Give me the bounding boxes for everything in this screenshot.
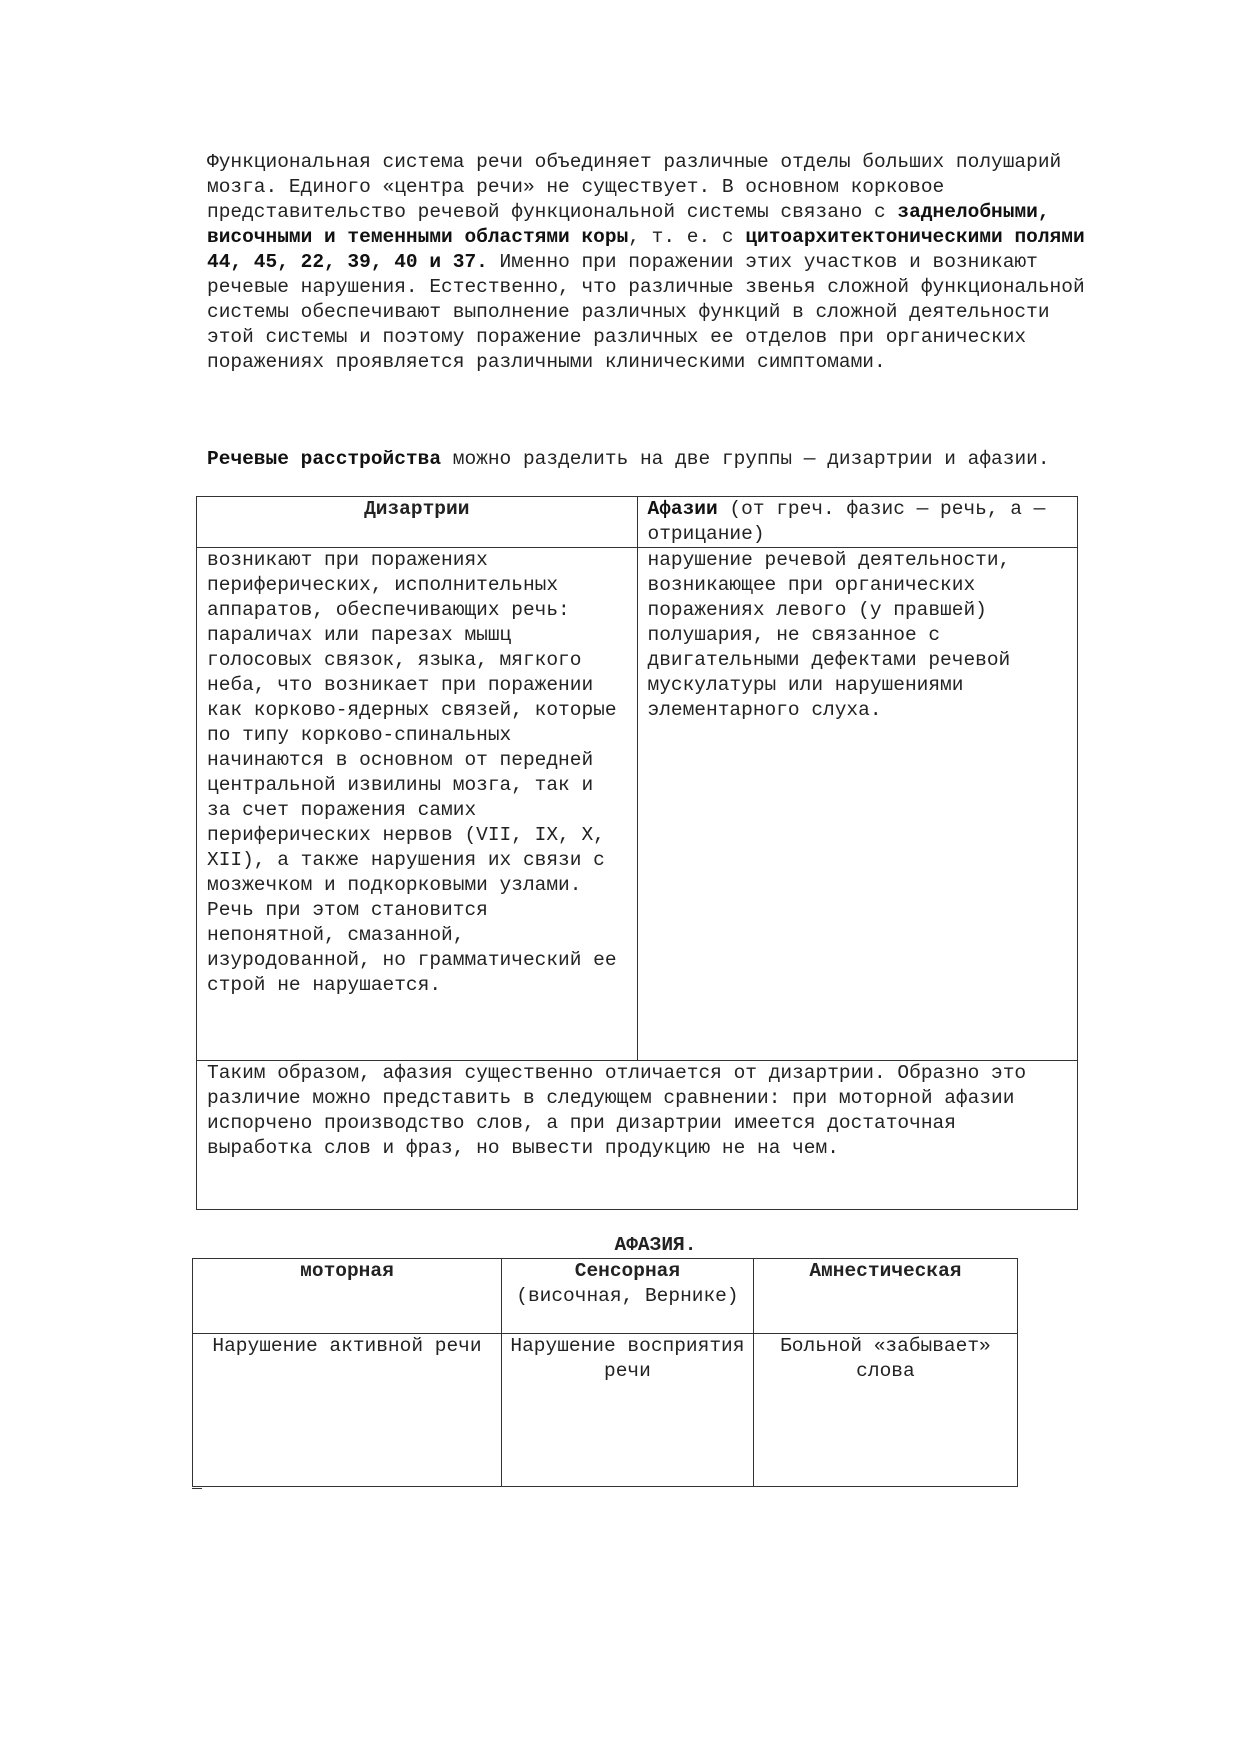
aphasia-description: нарушение речевой деятельности, возникающее при органических поражениях левого (у правшей) полушария, не связанное с двигательными дефектами речевой мускулатуры или нарушениями элементарного слуха. <box>637 548 1078 1061</box>
aphasia-header <box>637 497 1078 548</box>
aphasia-types-body-row <box>193 1334 1018 1487</box>
intro-paragraph <box>207 150 1087 375</box>
amnestic-header: Амнестическая <box>753 1259 1017 1334</box>
comparison-header-row <box>197 497 1078 548</box>
sensory-header-cell <box>501 1259 753 1334</box>
sensory-header: Сенсорная <box>574 1260 681 1282</box>
motor-description: Нарушение активной речи <box>193 1334 502 1487</box>
comparison-body-row <box>197 548 1078 1061</box>
intro-text-3: Именно при поражении этих участков и возникают речевые нарушения. Естественно, что различные звенья сложной функциональной системы обеспечивают выполнение различных функций в сложной деятельности этой системы и поэтому поражение различных ее отделов при органических поражениях проявляется различными клиническими симптомами. <box>207 251 1085 373</box>
intro-bold-fields: цитоархитектоническими полями 44, 45, 22, 39, 40 и 37. <box>207 226 1085 273</box>
amnestic-description: Больной «забывает» слова <box>753 1334 1017 1487</box>
groups-text: можно разделить на две группы — дизартрии и афазии. <box>441 448 1050 470</box>
intro-text-1: Функциональная система речи объединяет различные отделы больших полушарий мозга. Единого «центра речи» не существует. В основном корковое представительство речевой функциональной системы связано с <box>207 151 1062 223</box>
dysarthria-header: Дизартрии <box>197 497 638 548</box>
comparison-conclusion: Таким образом, афазия существенно отличается от дизартрии. Образно это различие можно представить в следующем сравнении: при моторной афазии испорчено производство слов, а при дизартрии имеется достаточная выработка слов и фраз, но вывести продукцию не на чем. <box>197 1061 1078 1210</box>
intro-text-2: , т. е. с <box>628 226 746 248</box>
motor-header: моторная <box>193 1259 502 1334</box>
aphasia-header-rest: (от греч. фазис — речь, а — отрицание) <box>647 498 1046 545</box>
aphasia-types-table <box>192 1258 1018 1487</box>
aphasia-types-header-row <box>193 1259 1018 1334</box>
sensory-subheader: (височная, Вернике) <box>516 1285 739 1307</box>
comparison-table <box>196 496 1078 1210</box>
aphasia-types-title: АФАЗИЯ. <box>614 1234 697 1256</box>
sensory-description: Нарушение восприятия речи <box>501 1334 753 1487</box>
comparison-conclusion-row <box>197 1061 1078 1210</box>
groups-bold: Речевые расстройства <box>207 448 442 470</box>
dysarthria-description: возникают при поражениях периферических, исполнительных аппаратов, обеспечивающих речь: параличах или парезах мышц голосовых связок, языка, мягкого неба, что возникает при поражении как корково-ядерных связей, которые по типу корково-спинальных начинаются в основном от передней центральной извилины мозга, так и за счет поражения самих периферических нервов (VII, IX, X, XII), а также нарушения их связи с мозжечком и подкорковыми узлами. Речь при этом становится непонятной, смазанной, изуродованной, но грамматический ее строй не нарушается. <box>197 548 638 1061</box>
table-border-stub <box>192 1488 202 1489</box>
groups-paragraph <box>207 447 1087 472</box>
intro-bold-regions: заднелобными, височными и теменными областями коры <box>207 201 1050 248</box>
aphasia-header-bold: Афазии <box>647 498 718 520</box>
